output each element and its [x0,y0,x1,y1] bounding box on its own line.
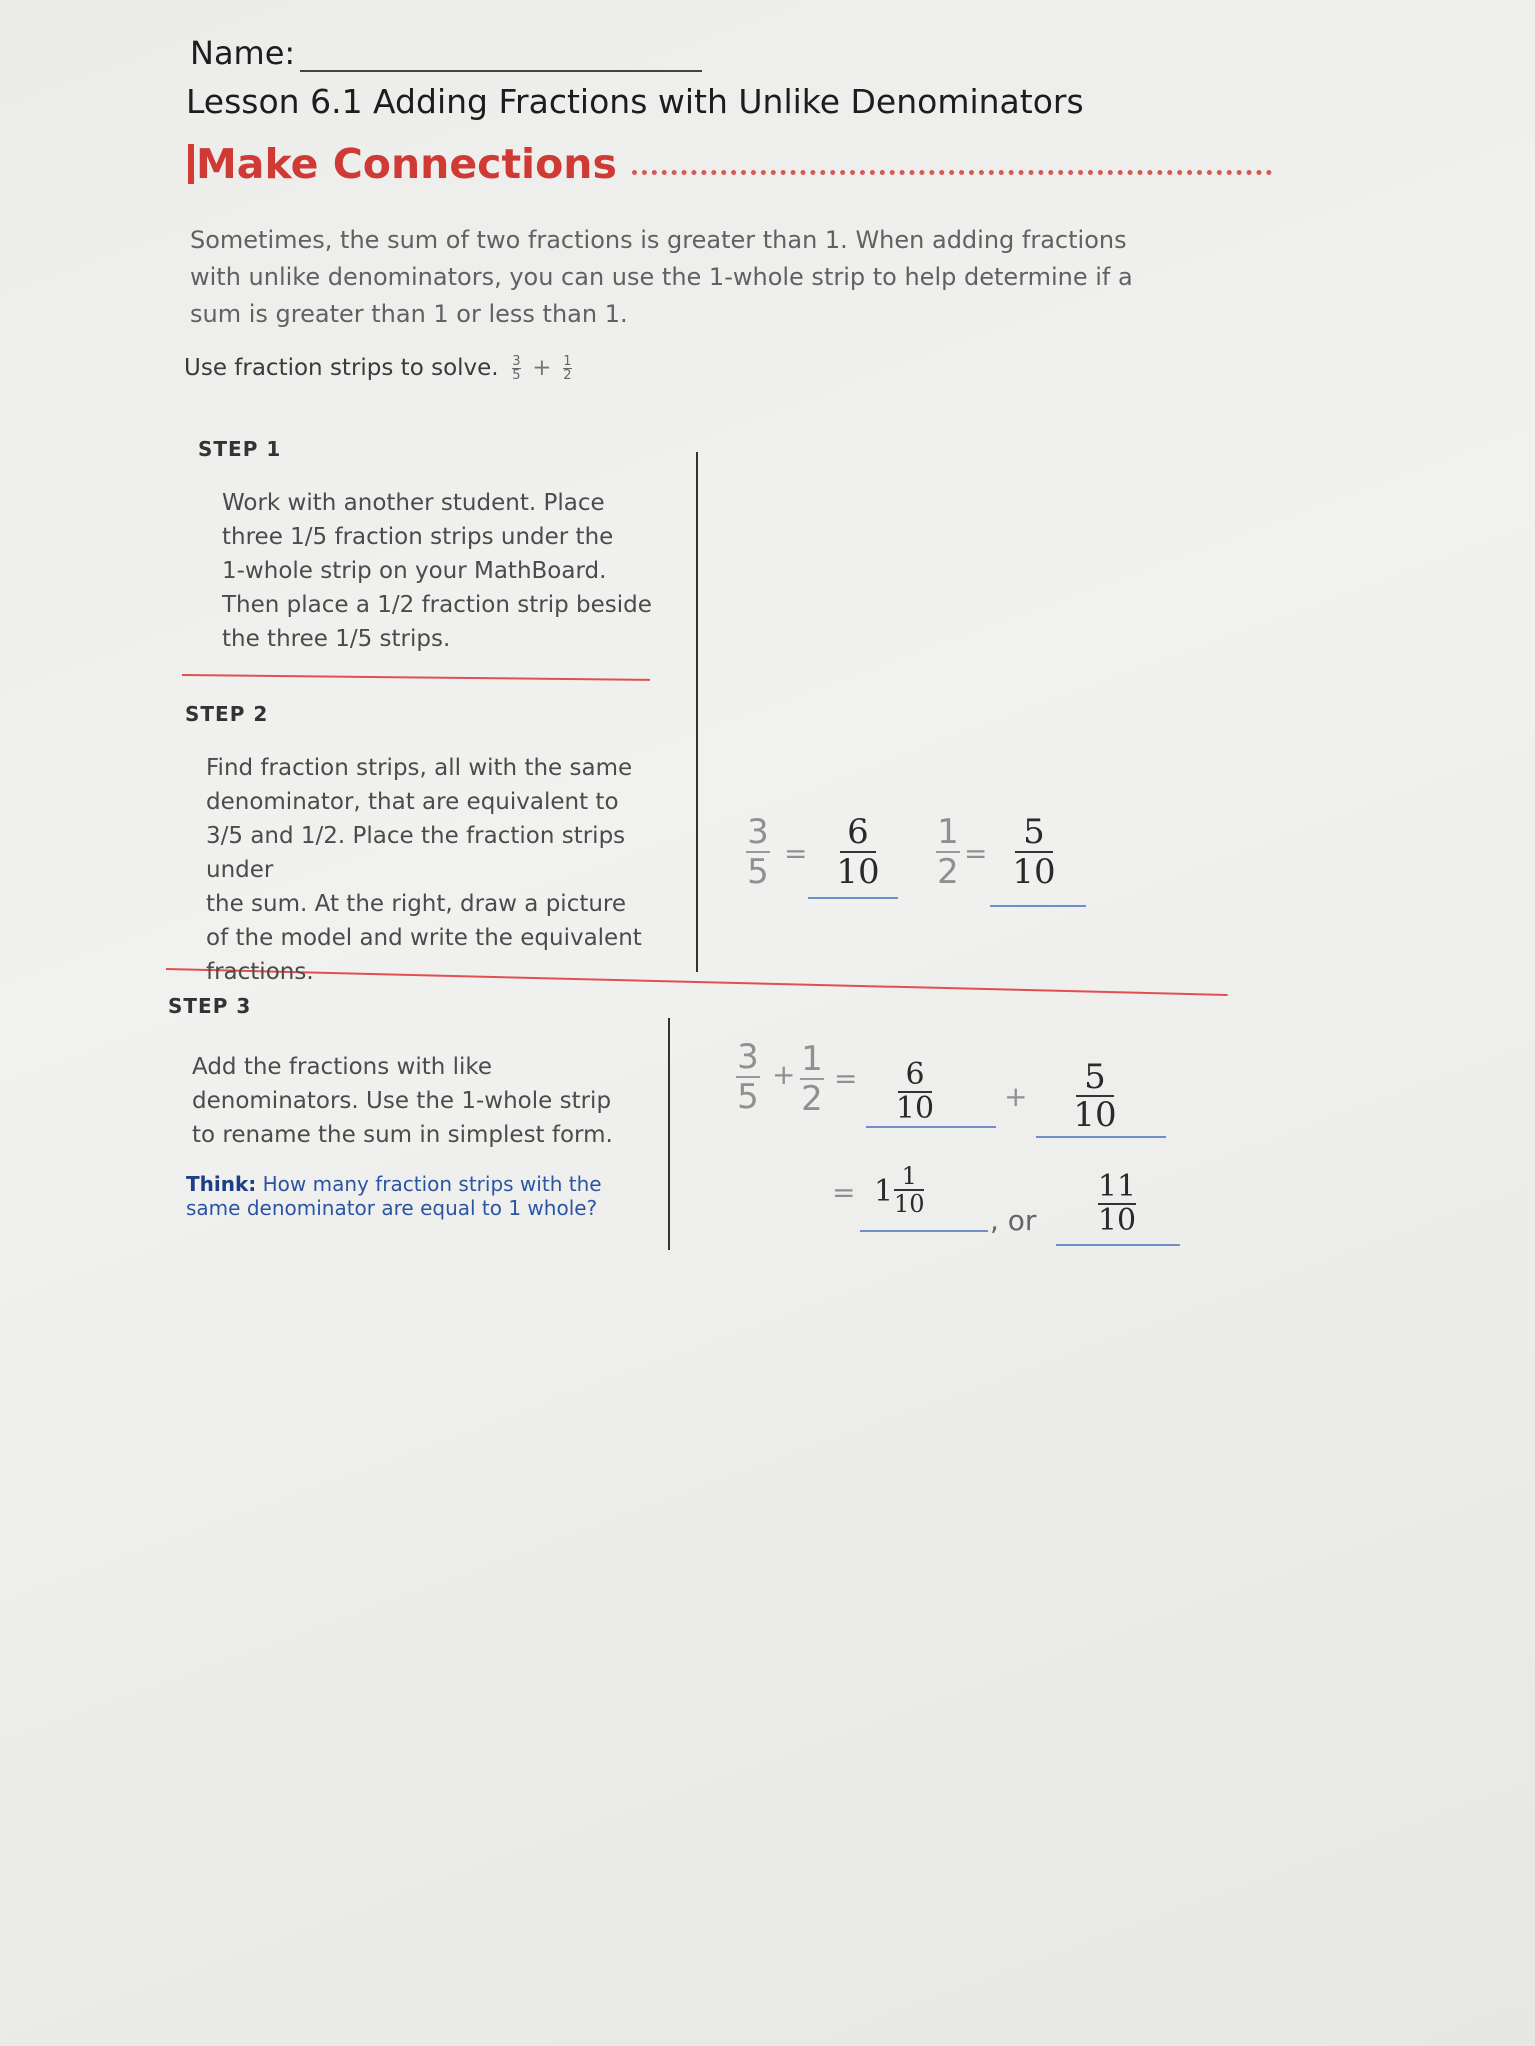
answer-blank[interactable] [1056,1244,1180,1246]
step1-line: the three 1/5 strips. [222,626,451,652]
name-field[interactable] [300,70,702,72]
plus-sign: + [1004,1080,1028,1113]
answer-blank[interactable] [990,905,1086,907]
step3-sum-6-10 [880,1057,950,1126]
step2-line: Find fraction strips, all with the same [206,755,633,781]
equals-sign: = [964,837,988,870]
denominator: 10 [1012,852,1056,892]
denominator: 10 [1097,1203,1137,1238]
step2-answer [740,812,1100,925]
numerator: 11 [1097,1169,1137,1204]
name-label: Name: [190,34,296,72]
step1-line: 1-whole strip on your MathBoard. [222,558,607,584]
step1-separator [182,674,650,681]
mixed-number-whole: 1 [874,1174,894,1209]
numerator: 1 [937,812,959,852]
step2-line: the sum. At the right, draw a picture [206,891,627,917]
answer-blank[interactable] [860,1230,988,1232]
instruction-fraction-a [512,355,521,382]
step2-line: fractions. [206,959,314,985]
step3-answer [730,1037,1210,1250]
think-text: How many fraction strips with the same denominator are equal to 1 whole? [186,1172,602,1220]
step1-label: STEP 1 [198,437,282,461]
heading-accent-bar [188,144,194,184]
step3-sum-5-10 [1060,1057,1130,1135]
step2-label: STEP 2 [185,702,269,726]
denominator: 5 [512,368,521,383]
equals-sign: = [784,837,808,870]
step3-divider [668,1018,670,1250]
step2-answer-6-10 [820,812,896,892]
equals-sign: = [832,1176,856,1209]
step3-fraction-3-5 [736,1037,760,1117]
numerator: 3 [512,354,521,369]
step1-line: three 1/5 fraction strips under the [222,524,614,550]
intro-paragraph: Sometimes, the sum of two fractions is greater than 1. When adding fractions with unlike denominators, you can use the 1-whole strip to help determine if a sum is greater than 1 or less than 1. [190,226,1133,328]
instruction-fraction-b [563,355,572,382]
step1-divider [696,452,698,972]
numerator: 6 [905,1057,925,1092]
numerator: 1 [901,1162,917,1190]
step2-line: of the model and write the equivalent [206,925,642,951]
dotted-rule [632,170,1272,175]
step2-line: denominator, that are equivalent to [206,789,619,815]
plus-sign: + [772,1058,796,1091]
step3-line: to rename the sum in simplest form. [192,1122,613,1148]
denominator: 5 [747,852,769,892]
step2-text [206,751,676,989]
equals-sign: = [834,1062,858,1095]
answer-blank[interactable] [1036,1136,1166,1138]
numerator: 5 [1023,812,1045,852]
step1-text [222,486,662,656]
mixed-number-fraction [894,1164,925,1216]
step3-text [192,1050,652,1152]
step1-line: Work with another student. Place [222,490,605,516]
denominator: 10 [894,1190,925,1218]
instruction-line [184,355,572,382]
step3-label: STEP 3 [168,994,252,1018]
denominator: 2 [801,1079,823,1119]
lesson-title: Lesson 6.1 Adding Fractions with Unlike Denominators [186,82,1084,121]
think-label: Think: [186,1172,257,1196]
step3-line: denominators. Use the 1-whole strip [192,1088,612,1114]
step2-line: 3/5 and 1/2. Place the fraction strips under [206,823,626,883]
numerator: 6 [847,812,869,852]
think-prompt [186,1172,656,1220]
denominator: 10 [895,1091,935,1126]
denominator: 2 [937,852,959,892]
numerator: 1 [801,1039,823,1079]
improper-fraction-11-10 [1082,1169,1152,1238]
numerator: 3 [737,1037,759,1077]
denominator: 2 [563,368,572,383]
numerator: 3 [747,812,769,852]
or-text: , or [990,1204,1037,1237]
denominator: 10 [836,852,880,892]
instruction-op: + [532,355,552,381]
step2-fraction-3-5 [746,812,770,892]
denominator: 5 [737,1077,759,1117]
step3-fraction-1-2 [800,1039,824,1119]
answer-blank[interactable] [808,897,898,899]
step3-line: Add the fractions with like [192,1054,493,1080]
step2-answer-5-10 [994,812,1074,892]
denominator: 10 [1073,1095,1117,1135]
numerator: 5 [1084,1057,1106,1097]
numerator: 1 [563,354,572,369]
answer-blank[interactable] [866,1126,996,1128]
step1-line: Then place a 1/2 fraction strip beside [222,592,652,618]
step2-fraction-1-2 [936,812,960,892]
instruction-text: Use fraction strips to solve. [184,355,499,381]
section-title: Make Connections [196,140,617,188]
